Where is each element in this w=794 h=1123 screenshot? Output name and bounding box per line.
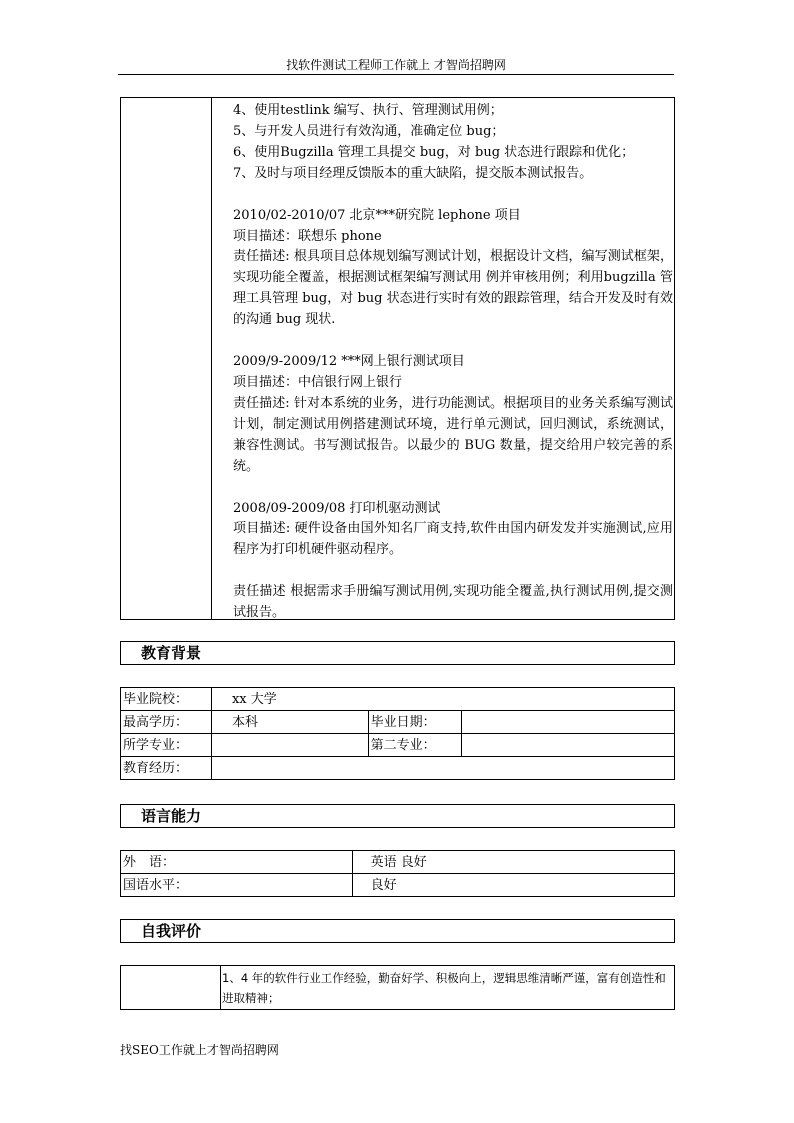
table-row <box>121 851 675 874</box>
table-row <box>121 688 675 711</box>
project-responsibility: 责任描述: 根具项目总体规划编写测试计划，根据设计文档，编写测试框架，实现功能全覆盖，根据测试框架编写测试用 例并审核用例；利用bugzilla 管理工具管理 bug，对 bug 状态进行实时有效的跟踪管理，结合开发及时有效的沟通 bug 现状. <box>233 249 673 328</box>
education-table <box>120 687 675 780</box>
school-value: xx 大学 <box>211 688 674 711</box>
experience-column-divider <box>211 98 212 619</box>
table-row <box>121 711 675 734</box>
page-header: 找软件测试工程师工作就上 才智尚招聘网 <box>286 58 506 72</box>
project-title: 2010/02-2010/07 北京***研究院 lephone 项目 <box>233 207 521 223</box>
experience-table <box>120 97 675 620</box>
project-description: 项目描述: 硬件设备由国外知名厂商支持,软件由国内研发发并实施测试,应用程序为打印机硬件驱动程序。 <box>233 521 673 558</box>
page-footer: 找SEO工作就上才智尚招聘网 <box>120 1043 279 1057</box>
self-eval-table <box>120 965 675 1010</box>
project-description: 项目描述：联想乐 phone <box>233 228 382 244</box>
language-table <box>120 850 675 897</box>
mandarin-label: 国语水平： <box>121 874 353 897</box>
duty-item: 4、使用testlink 编写、执行、管理测试用例； <box>233 103 503 118</box>
project-description: 项目描述：中信银行网上银行 <box>233 374 403 390</box>
duty-item: 7、及时与项目经理反馈版本的重大缺陷，提交版本测试报告。 <box>233 165 593 181</box>
duty-item: 6、使用Bugzilla 管理工具提交 bug，对 bug 状态进行跟踪和优化； <box>233 144 635 160</box>
grad-date-value <box>461 711 674 734</box>
self-eval-text: 1、4 年的软件行业工作经验，勤奋好学、积极向上，逻辑思维清晰严谨，富有创造性和进取精神； <box>222 971 666 1005</box>
education-history-label: 教育经历： <box>121 757 212 780</box>
education-section-title: 教育背景 <box>120 641 675 665</box>
project-title: 2009/9-2009/12 ***网上银行测试项目 <box>233 354 465 370</box>
self-eval-column-divider <box>220 966 221 1009</box>
language-section-title: 语言能力 <box>120 804 675 828</box>
mandarin-value: 良好 <box>352 874 674 897</box>
table-row <box>121 734 675 757</box>
table-row <box>121 757 675 780</box>
grad-date-label: 毕业日期： <box>368 711 461 734</box>
project-responsibility: 责任描述: 针对本系统的业务，进行功能测试。根据项目的业务关系编写测试计划，制定测试用例搭建测试环境，进行单元测试，回归测试，系统测试，兼容性测试。书写测试报告。以最少的 BUG 数量，提交给用户较完善的系统。 <box>233 395 673 474</box>
duty-item: 5、与开发人员进行有效沟通，准确定位 bug； <box>233 123 505 139</box>
school-label: 毕业院校： <box>121 688 212 711</box>
experience-content <box>233 101 673 624</box>
second-major-label: 第二专业： <box>368 734 461 757</box>
foreign-language-value: 英语 良好 <box>352 851 674 874</box>
second-major-value <box>461 734 674 757</box>
project-title: 2008/09-2009/08 打印机驱动测试 <box>233 500 441 516</box>
header-rule <box>118 74 674 75</box>
degree-label: 最高学历： <box>121 711 212 734</box>
table-row <box>121 874 675 897</box>
foreign-language-label: 外 语： <box>121 851 353 874</box>
major-label: 所学专业： <box>121 734 212 757</box>
education-history-value <box>211 757 674 780</box>
major-value <box>211 734 368 757</box>
project-responsibility: 责任描述 根据需求手册编写测试用例,实现功能全覆盖,执行测试用例,提交测试报告。 <box>233 584 673 621</box>
self-eval-section-title: 自我评价 <box>120 919 675 943</box>
degree-value: 本科 <box>211 711 368 734</box>
